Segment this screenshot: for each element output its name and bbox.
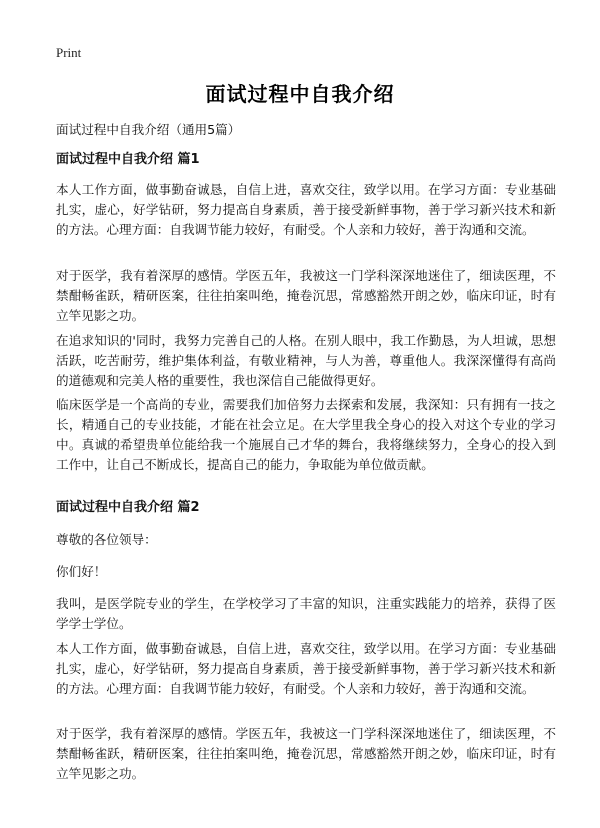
section-2-paragraph: 我叫，是医学院专业的学生，在学校学习了丰富的知识，注重实践能力的培养，获得了医学学士学位。 [56, 596, 556, 631]
section-2-paragraph: 你们好！ [56, 564, 107, 579]
section-1-paragraph: 本人工作方面，做事勤奋诚恳，自信上进，喜欢交往，致学以用。在学习方面：专业基础扎实，虚心，好学钻研，努力提高自身素质，善于接受新鲜事物，善于学习新兴技术和新的方法。心理方面：自我调节能力较好，有耐受。个人亲和力较好，善于沟通和交流。 [56, 182, 556, 237]
section-1-paragraph: 临床医学是一个高尚的专业，需要我们加倍努力去探索和发展，我深知：只有拥有一技之长，精通自己的专业技能，才能在社会立足。在大学里我全身心的投入对这个专业的学习中。真诚的希望贵单位能给我一个施展自己才华的舞台，我将继续努力，全身心的投入到工作中，让自己不断成长，提高自己的能力，争取能为单位做贡献。 [56, 397, 556, 472]
section-2-heading: 面试过程中自我介绍 篇2 [56, 500, 200, 515]
page-title: 面试过程中自我介绍 [205, 82, 395, 106]
document-subtitle: 面试过程中自我介绍（通用5篇） [56, 122, 241, 137]
section-1-heading: 面试过程中自我介绍 篇1 [56, 152, 200, 167]
section-1-paragraph: 在追求知识的'同时，我努力完善自己的人格。在别人眼中，我工作勤恳，为人坦诚，思想活跃，吃苦耐劳，维护集体利益，有敬业精神，与人为善，尊重他人。我深深懂得有高尚的道德观和完美人格的重要性，我也深信自己能做得更好。 [56, 333, 556, 388]
section-2-paragraph: 对于医学，我有着深厚的感情。学医五年，我被这一门学科深深地迷住了，细读医理，不禁酣畅雀跃，精研医案，往往拍案叫绝，掩卷沉思，常感豁然开朗之妙，临床印证，时有立竿见影之功。 [56, 726, 556, 781]
print-label[interactable]: Print [56, 45, 82, 60]
section-1-paragraph: 对于医学，我有着深厚的感情。学医五年，我被这一门学科深深地迷住了，细读医理，不禁酣畅雀跃，精研医案，往往拍案叫绝，掩卷沉思，常感豁然开朗之妙，临床印证，时有立竿见影之功。 [56, 268, 556, 323]
section-2-paragraph: 本人工作方面，做事勤奋诚恳，自信上进，喜欢交往，致学以用。在学习方面：专业基础扎实，虚心，好学钻研，努力提高自身素质，善于接受新鲜事物，善于学习新兴技术和新的方法。心理方面：自我调节能力较好，有耐受。个人亲和力较好，善于沟通和交流。 [56, 641, 556, 696]
section-2-paragraph: 尊敬的各位领导： [56, 532, 157, 547]
